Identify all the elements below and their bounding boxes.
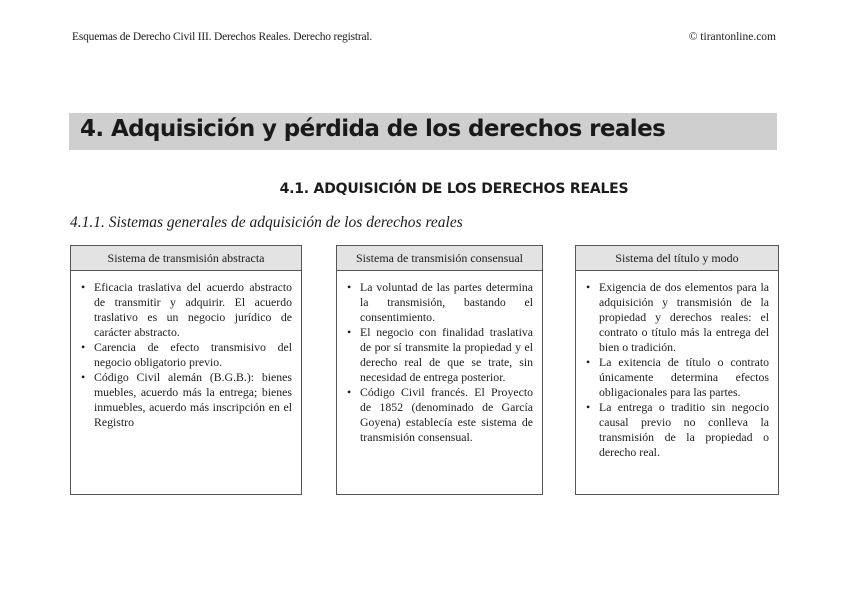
running-header-copyright: © tirantonline.com: [688, 31, 776, 43]
bullet-item: • Código Civil alemán (B.G.B.): bienes muebles, acuerdo más la entrega; bienes inmuebles, acuerdo más inscripción en el Registro: [80, 370, 292, 430]
bullet-item: • La entrega o traditio sin negocio causal previo no conlleva la transmisión de la propiedad o derecho real.: [585, 400, 769, 460]
bullet-item: • Código Civil francés. El Proyecto de 1852 (denominado de García Goyena) establecía este sistema de transmisión consensual.: [346, 385, 533, 445]
consensual-transmission-box: [336, 245, 543, 495]
bullet-item: • Exigencia de dos elementos para la adquisición y transmisión de la propiedad y derechos reales: el contrato o título más la entrega del bien o tradición.: [585, 280, 769, 355]
section-title: 4.1. ADQUISICIÓN DE LOS DERECHOS REALES: [279, 181, 629, 197]
abstract-transmission-box: [70, 245, 302, 495]
chapter-title: 4. Adquisición y pérdida de los derechos reales: [80, 116, 666, 142]
chapter-title-band: [69, 113, 777, 150]
subsection-title: 4.1.1. Sistemas generales de adquisición de los derechos reales: [70, 214, 463, 231]
title-and-mode-box: [575, 245, 779, 495]
running-header-title: Esquemas de Derecho Civil III. Derechos Reales. Derecho registral.: [72, 31, 373, 43]
box-title: Sistema del título y modo: [576, 246, 778, 271]
box-title: Sistema de transmisión abstracta: [71, 246, 301, 271]
bullet-list: [337, 271, 542, 445]
box-title: Sistema de transmisión consensual: [337, 246, 542, 271]
bullet-list: [576, 271, 778, 460]
bullet-item: • La voluntad de las partes determina la transmisión, bastando el consentimiento.: [346, 280, 533, 325]
bullet-list: [71, 271, 301, 430]
bullet-item: • Carencia de efecto transmisivo del negocio obligatorio previo.: [80, 340, 292, 370]
bullet-item: • La exitencia de título o contrato únicamente determina efectos obligacionales para las partes.: [585, 355, 769, 400]
bullet-item: • El negocio con finalidad traslativa de por sí transmite la propiedad y el derecho real de que se trate, sin necesidad de entrega posterior.: [346, 325, 533, 385]
bullet-item: • Eficacia traslativa del acuerdo abstracto de transmitir y adquirir. El acuerdo traslativo es un negocio jurídico de carácter abstracto.: [80, 280, 292, 340]
section-heading: [0, 180, 848, 198]
